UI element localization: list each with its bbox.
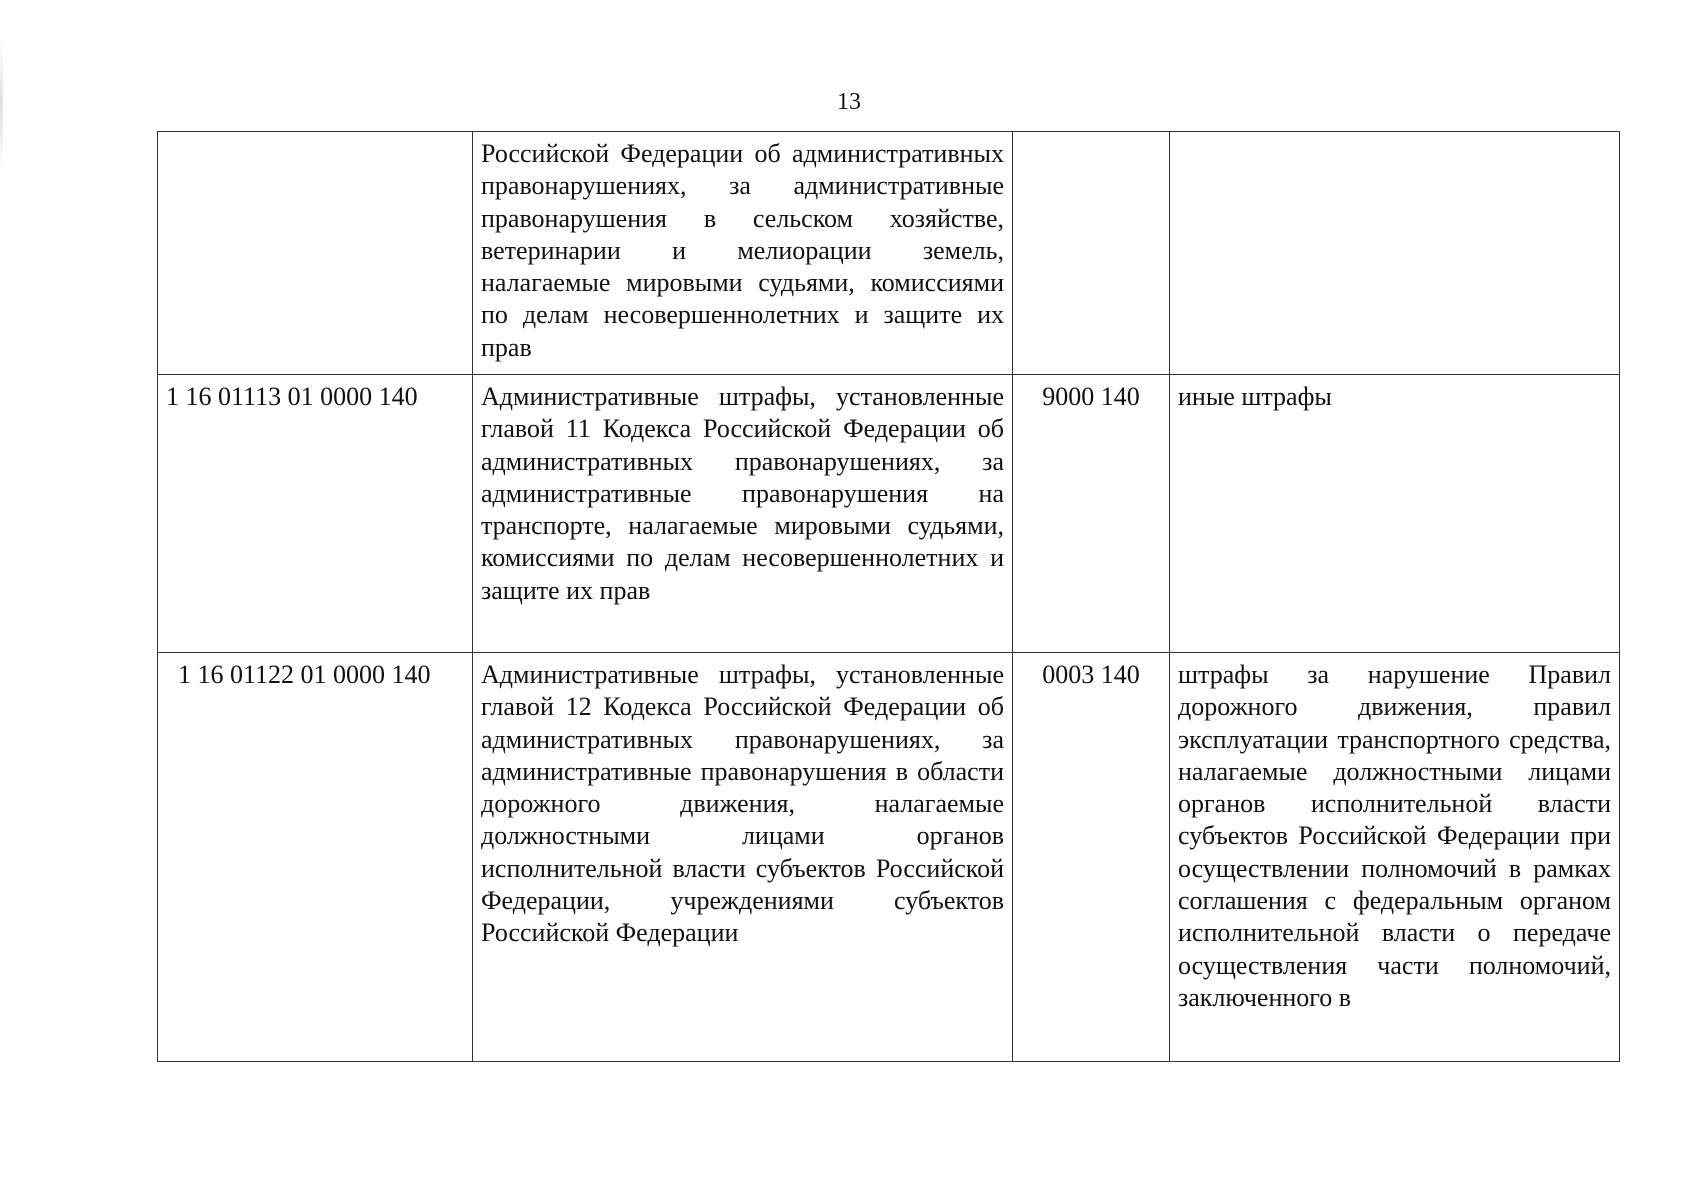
subcode-cell xyxy=(1013,132,1170,375)
budget-code-table xyxy=(157,131,1620,1062)
table-row xyxy=(158,132,1620,375)
note-cell xyxy=(1170,132,1620,375)
subcode-cell: 9000 140 xyxy=(1013,375,1170,653)
code-cell: 1 16 01122 01 0000 140 xyxy=(158,653,473,1062)
table-row xyxy=(158,653,1620,1062)
description-cell: Административные штрафы, установленные главой 11 Кодекса Российской Федерации об административных правонарушениях, за административные правонарушения на транспорте, налагаемые мировыми судьями, комиссиями по делам несовершеннолетних и защите их прав xyxy=(473,375,1013,653)
code-cell xyxy=(158,132,473,375)
note-cell: штрафы за нарушение Правил дорожного движения, правил эксплуатации транспортного средства, налагаемые должностными лицами органов исполнительной власти субъектов Российской Федерации при осуществлении полномочий в рамках соглашения с федеральным органом исполнительной власти о передаче осуществления части полномочий, заключенного в xyxy=(1170,653,1620,1062)
table-row xyxy=(158,375,1620,653)
description-cell: Административные штрафы, установленные главой 12 Кодекса Российской Федерации об административных правонарушениях, за административные правонарушения в области дорожного движения, налагаемые должностными лицами органов исполнительной власти субъектов Российской Федерации, учреждениями субъектов Российской Федерации xyxy=(473,653,1013,1062)
description-cell: Российской Федерации об административных правонарушениях, за административные правонарушения в сельском хозяйстве, ветеринарии и мелиорации земель, налагаемые мировыми судьями, комиссиями по делам несовершеннолетних и защите их прав xyxy=(473,132,1013,375)
note-cell: иные штрафы xyxy=(1170,375,1620,653)
code-cell: 1 16 01113 01 0000 140 xyxy=(158,375,473,653)
page-number: 13 xyxy=(837,89,861,115)
subcode-cell: 0003 140 xyxy=(1013,653,1170,1062)
